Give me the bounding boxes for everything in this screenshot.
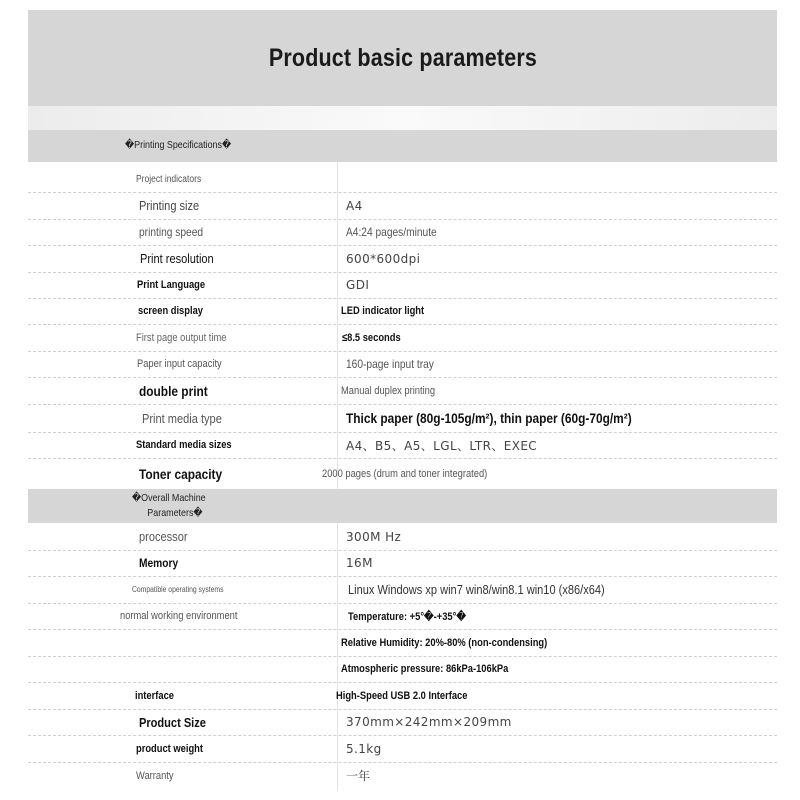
- row-key: Warranty: [136, 769, 174, 782]
- table-row: [28, 219, 777, 246]
- table-row: [28, 432, 777, 459]
- row-value: A4: [346, 198, 363, 213]
- row-value: Manual duplex printing: [341, 384, 436, 397]
- table-row: [28, 192, 777, 220]
- table-row: [28, 458, 777, 489]
- table-row: [28, 576, 777, 604]
- table-row: [28, 550, 777, 577]
- row-value: LED indicator light: [341, 305, 425, 317]
- row-key: Print resolution: [140, 251, 214, 266]
- table-row: [28, 324, 777, 352]
- table-row: [28, 377, 777, 405]
- row-value: GDI: [346, 278, 370, 292]
- table-row: [28, 682, 777, 710]
- row-key: Print Language: [137, 279, 206, 291]
- table-row: [28, 762, 777, 789]
- table-row: [28, 404, 777, 433]
- row-value: 5.1kg: [346, 741, 382, 756]
- decorative-band: [28, 106, 777, 130]
- row-key: Printing size: [139, 198, 200, 213]
- section-header-printing: [28, 130, 777, 162]
- row-value: Atmospheric pressure: 86kPa-106kPa: [341, 663, 509, 675]
- table-row: [28, 629, 777, 657]
- row-key: normal working environment: [120, 610, 238, 622]
- page-title: Product basic parameters: [268, 43, 537, 72]
- section-header-machine: [28, 489, 777, 523]
- row-value: 一年: [346, 769, 371, 783]
- table-row: [28, 272, 777, 299]
- row-key: double print: [139, 382, 208, 399]
- row-key: Standard media sizes: [136, 439, 232, 451]
- row-key: printing speed: [139, 225, 204, 239]
- table-row: [28, 351, 777, 378]
- row-value: 16M: [346, 556, 373, 570]
- row-key: Print media type: [142, 410, 222, 426]
- row-value: A4:24 pages/minute: [346, 225, 437, 239]
- row-key: Product Size: [139, 714, 206, 730]
- row-value: 370mm×242mm×209mm: [346, 715, 512, 729]
- table-row: [28, 166, 777, 193]
- row-value: 2000 pages (drum and toner integrated): [322, 467, 488, 480]
- row-key: interface: [135, 689, 174, 702]
- table-row: [28, 709, 777, 736]
- table-row: [28, 523, 777, 551]
- row-value: ≤8.5 seconds: [342, 331, 401, 344]
- row-key: Toner capacity: [139, 465, 223, 482]
- row-key: Project indicators: [136, 173, 202, 185]
- section-label-machine-line1: �Overall Machine: [132, 492, 206, 504]
- row-value: Relative Humidity: 20%-80% (non-condensing): [341, 636, 548, 649]
- row-key: Paper input capacity: [137, 358, 222, 370]
- row-value: Temperature: +5°�-+35°�: [348, 610, 466, 623]
- row-key: First page output time: [136, 331, 227, 344]
- table-row: [28, 603, 777, 630]
- row-value: 160-page input tray: [346, 357, 434, 371]
- table-row: [28, 656, 777, 683]
- row-key: product weight: [136, 742, 204, 755]
- row-key: processor: [139, 529, 188, 544]
- row-key: Memory: [139, 556, 179, 570]
- row-value: 300M Hz: [346, 529, 402, 544]
- table-row: [28, 735, 777, 763]
- row-key: Compatible operating systems: [132, 585, 224, 594]
- row-value: A4、B5、A5、LGL、LTR、EXEC: [346, 438, 538, 453]
- row-value: Linux Windows xp win7 win8/win8.1 win10 (x86/x64): [348, 582, 605, 597]
- row-key: screen display: [138, 305, 203, 317]
- row-value: Thick paper (80g-105g/m²), thin paper (60g-70g/m²): [346, 410, 632, 426]
- section-label-printing: �Printing Specifications�: [125, 139, 232, 151]
- row-value: 600*600dpi: [346, 251, 421, 266]
- table-row: [28, 298, 777, 325]
- spec-sheet: [28, 10, 777, 790]
- row-value: High-Speed USB 2.0 Interface: [336, 689, 468, 702]
- title-banner: [28, 10, 777, 106]
- section-label-machine-line2: Parameters�: [147, 507, 203, 519]
- table-row: [28, 245, 777, 273]
